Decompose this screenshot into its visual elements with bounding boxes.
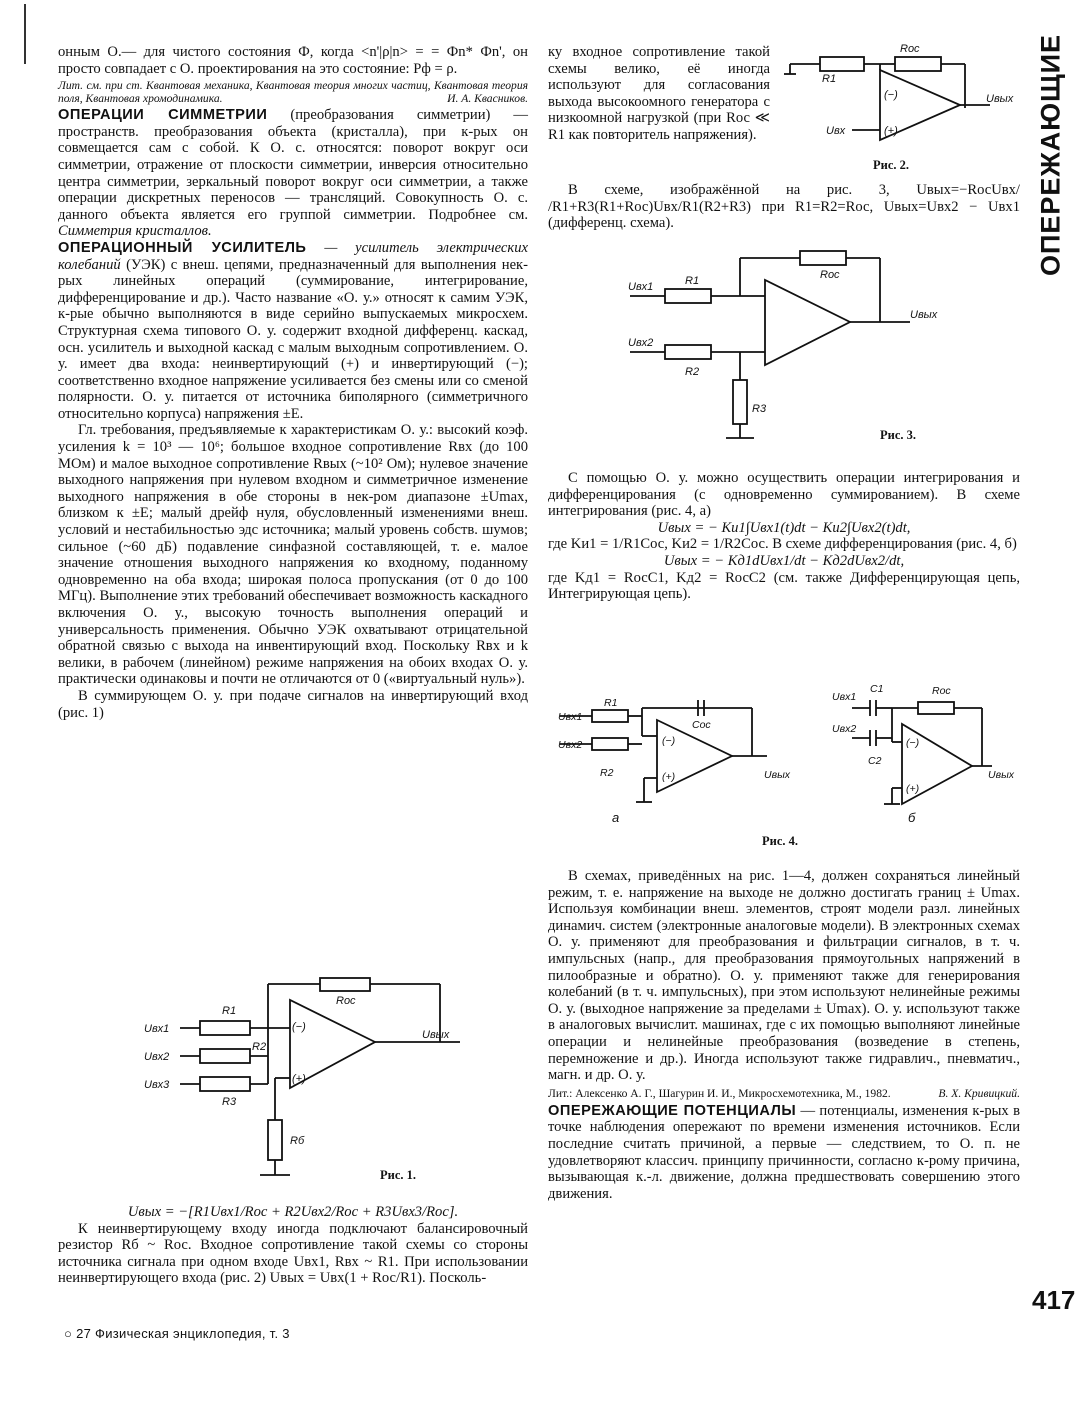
cross-reference: Симметрия кристаллов.: [58, 223, 212, 240]
paragraph: где Kи1 = 1/R1Cос, Kи2 = 1/R2Cос. В схеме дифференцирования (рис. 4, б): [548, 536, 1017, 553]
label-Coc: Cос: [692, 719, 711, 731]
entry-symmetry: ОПЕРАЦИИ СИММЕТРИИ (преобразования симметрии) — пространств. преобразования объекта (кристалла), при к-рых он совмещается сам с собой. К О. с. относятся: поворот вокруг оси симметрии, отражение от плоскости симметрии, инверсия относительно центра симметрии, зеркальный поворот вокруг оси симметрии, а также операции дискретных переносов — трансляций. Совокупность О. с. данного объекта является его группой симметрии. Подробнее см. Симметрия кристаллов.: [58, 107, 528, 240]
label-R2: R2: [685, 366, 700, 378]
label-Uin1: Uвх1: [628, 281, 654, 293]
paragraph: С помощью О. у. можно осуществить операции интегрирования и дифференцирования (с одновременно суммированием). В схеме интегрирования (рис. 4, а): [548, 470, 1020, 520]
label-minus: (−): [884, 89, 898, 101]
paragraph: В схеме, изображённой на рис. 3, Uвых=−RосUвх/ /R1+R3(R1+Rос)Uвх/R1(R2+R3) при R1=R2=Rос, Uвых=Uвх2 − Uвх1 (дифференц. схема).: [548, 182, 1020, 232]
label-Uout: Uвых: [986, 93, 1014, 105]
formula: Uвых = − Kд1dUвх1/dt − Kд2dUвх2/dt,: [663, 552, 905, 569]
paragraph: Гл. требования, предъявляемые к характеристикам О. у.: высокий коэф. усиления k = 10³ — 10⁶; большое входное сопротивление Rвх (до 100 МОм) и малое выходное сопротивление Rвых (~10² Ом); нулевое значение выходного напряжения при нулевом входном и симметричное изменение выходного напряжения в обе стороны в нек-ром диапазоне ±Umax, близком к ±E; малый дрейф нуля, обусловленный изменениями внеш. условий и нестабильностью эдс источника; малый уровень собств. шумов; сильное (~60 дБ) подавление синфазной составляющей, т. е. малое значение отношения выходного напряжения ко входному, поданному одновременно на оба входа; широкая полоса пропускания (от 0 до 100 МГц). Выполнение этих требований обеспечивает возможность каскадного включения О. у., высокую точность выполнения операций и универсальность применения. Обычно УЭК охватывают отрицательной обратной связью с выхода на инвентирующий вход. Поскольку Rвх и k велики, в рабочем (линейном) режиме напряжения на обоих входах О. у. практически одинаковы и почти не отличаются от 0 («виртуальный нуль»).: [58, 422, 528, 688]
label-C2: C2: [868, 755, 882, 767]
label-R1: R1: [685, 275, 700, 287]
label-C1: C1: [870, 683, 884, 695]
figure-4b-label: б: [908, 810, 916, 825]
figure-3-differential: [620, 240, 950, 455]
label-Uin1: Uвх1: [558, 711, 583, 723]
label-Uout: Uвых: [910, 309, 938, 321]
label-Uin3: Uвх3: [144, 1079, 170, 1091]
label-minus: (−): [292, 1021, 306, 1033]
paragraph: В схемах, приведённых на рис. 1—4, должен сохраняться линейный режим, т. е. напряжение на выходе не должно достигать границ ± Umax. Используя комбинации внеш. элементов, строят модели разл. линейных динамич. систем (электронные аналоговые модели). В электронных схемах О. у. применяют для преобразования и фильтрации сигналов, в т. ч. импульсных (напр., для преобразования прямоугольных напряжений в пилообразные и обратно). О. у. применяют также для генерирования колебаний (в т. ч. импульсных), при этом используют нелинейные режимы О. у. (выходное напряжение за пределами ± Umax). О. у. используют также в аналоговых вычислит. машинах, где с их помощью выполняют линейные операции и нелинейные преобразования (возведение в степень, перемножение и др.). Иногда используют также гидравлич., пневматич., магн. и др. О. у.: [548, 868, 1020, 1084]
label-Uin1: Uвх1: [832, 691, 857, 703]
entry-heading: ОПЕРАЦИОННЫЙ УСИЛИТЕЛЬ: [58, 239, 307, 256]
bibliography: Лит.: Алексенко А. Г., Шагурин И. И., Микросхемотехника, М., 1982. В. Х. Кривицкий.: [548, 1086, 1020, 1100]
figure-3-caption: Рис. 3.: [880, 428, 917, 442]
label-Uin2: Uвх2: [558, 739, 583, 751]
label-minus: (−): [906, 737, 920, 749]
label-Uin2: Uвх2: [628, 337, 654, 349]
label-Uin: Uвх: [826, 125, 846, 137]
figure-4-integrator-differentiator: [552, 680, 1022, 830]
label-Uin2: Uвх2: [832, 723, 857, 735]
label-Roc: Rос: [900, 43, 920, 55]
label-Rb: Rб: [290, 1135, 305, 1147]
label-Roc: Rос: [932, 685, 951, 697]
label-R2: R2: [600, 767, 614, 779]
entry-heading: ОПЕРАЦИИ СИММЕТРИИ: [58, 107, 268, 124]
label-Uin2: Uвх2: [144, 1051, 170, 1063]
label-R1: R1: [604, 697, 618, 709]
footer: ○ 27 Физическая энциклопедия, т. 3: [64, 1326, 290, 1341]
label-Uout: Uвых: [988, 769, 1015, 781]
label-Uout: Uвых: [764, 769, 791, 781]
margin-rule: [24, 4, 26, 64]
figure-2-caption: Рис. 2.: [873, 158, 910, 172]
figure-1-caption: Рис. 1.: [380, 1168, 417, 1182]
paragraph: где Kд1 = RосC1, Kд2 = RосC2 (см. также Дифференцирующая цепь, Интегрирующая цепь).: [548, 569, 1020, 603]
paragraph: К неинвертирующему входу иногда подключают балансировочный резистор Rб ~ Rос. Входное сопротивление такой схемы со стороны источника сигнала при одном входе Uвх1, Rвх ~ R1. При использовании неинвертирующего входа (рис. 2) Uвых = Uвх(1 + Rос/R1). Посколь-: [58, 1220, 528, 1287]
entry-opamp: ОПЕРАЦИОННЫЙ УСИЛИТЕЛЬ — усилитель электрических колебаний (УЭК) с внеш. цепями, предназначенный для выполнения нек-рых линейных операций (суммирование, интегрирование, дифференцирование и др.). Часто название «О. у.» относят к самим УЭК, к-рые обычно выполняются в виде серийно выпускаемых микросхем. Структурная схема типового О. у. содержит входной дифференц. каскад, осн. усилитель и выходной каскад с малым выходным сопротивлением. О. у. имеет два входа: неинвертирующий (+) и инвертирующий (−); соответственно входное напряжение усиливается без смены или со сменой полярности. О. у. питается от источника биполярного (симметричного относительно корпуса) напряжения ±E.: [58, 239, 528, 422]
label-plus: (+): [662, 771, 676, 783]
left-column-bottom: [58, 1204, 528, 1287]
label-plus: (+): [884, 125, 898, 137]
label-plus: (+): [292, 1073, 306, 1085]
figure-2-follower: [780, 40, 1020, 160]
right-column-top: [548, 44, 770, 144]
entry-heading: ОПЕРЕЖАЮЩИЕ ПОТЕНЦИАЛЫ: [548, 1102, 797, 1119]
entry-advanced-potentials: ОПЕРЕЖАЮЩИЕ ПОТЕНЦИАЛЫ — потенциалы, изменения к-рых в точке наблюдения опережают по времени изменения источников. Если последние считать причиной, а первые — следствием, то О. п. не удовлетворяют классич. принципу причинности, согласно к-рому причина, вызывающая к.-л. движение, должна предшествовать совершению этого движения.: [548, 1102, 1020, 1202]
paragraph: ку входное сопротивление такой схемы велико, её иногда используют для согласования выхода высокоомного генератора с низкоомной нагрузкой (при Rос ≪ R1 как повторитель напряжения).: [548, 44, 770, 143]
right-column-bottom: [548, 868, 1020, 1202]
label-R1: R1: [822, 73, 837, 85]
right-column: [548, 470, 1020, 603]
running-head: ОПЕРЕЖАЮЩИЕ: [1035, 33, 1066, 277]
label-Roc: Rос: [336, 995, 356, 1007]
label-R2: R2: [252, 1041, 267, 1053]
label-R3: R3: [752, 403, 767, 415]
right-column: [548, 182, 1020, 232]
figure-1-summing-amplifier: [140, 970, 520, 1190]
page-number: 417: [1032, 1285, 1076, 1315]
formula: Uвых = −[R1Uвх1/Rос + R2Uвх2/Rос + R3Uвх3/Rос].: [127, 1204, 459, 1220]
label-Uin1: Uвх1: [144, 1023, 170, 1035]
label-plus: (+): [906, 783, 920, 795]
label-R3: R3: [222, 1096, 237, 1108]
bibliography: Лит. см. при ст. Квантовая механика, Квантовая теория многих частиц, Квантовая теория поля, Квантовая хромодинамика. И. А. Квасников.: [58, 79, 528, 106]
label-minus: (−): [662, 735, 676, 747]
figure-4a-label: а: [612, 810, 620, 825]
label-R1: R1: [222, 1005, 237, 1017]
left-column: [58, 44, 528, 721]
label-Uout: Uвых: [422, 1029, 450, 1041]
text-block: онным О.— для чистого состояния Ф, когда <n'|ρ|n> = = Фn* Фn', он просто совпадает с О. проектирования на это состояние: Рф = ρ.: [58, 44, 528, 77]
figure-4-caption: Рис. 4.: [762, 834, 799, 848]
paragraph: В суммирующем О. у. при подаче сигналов на инвертирующий вход (рис. 1): [58, 687, 528, 721]
label-Roc: Rос: [820, 269, 840, 281]
formula: Uвых = − Kи1∫Uвх1(t)dt − Kи2∫Uвх2(t)dt,: [657, 519, 911, 536]
